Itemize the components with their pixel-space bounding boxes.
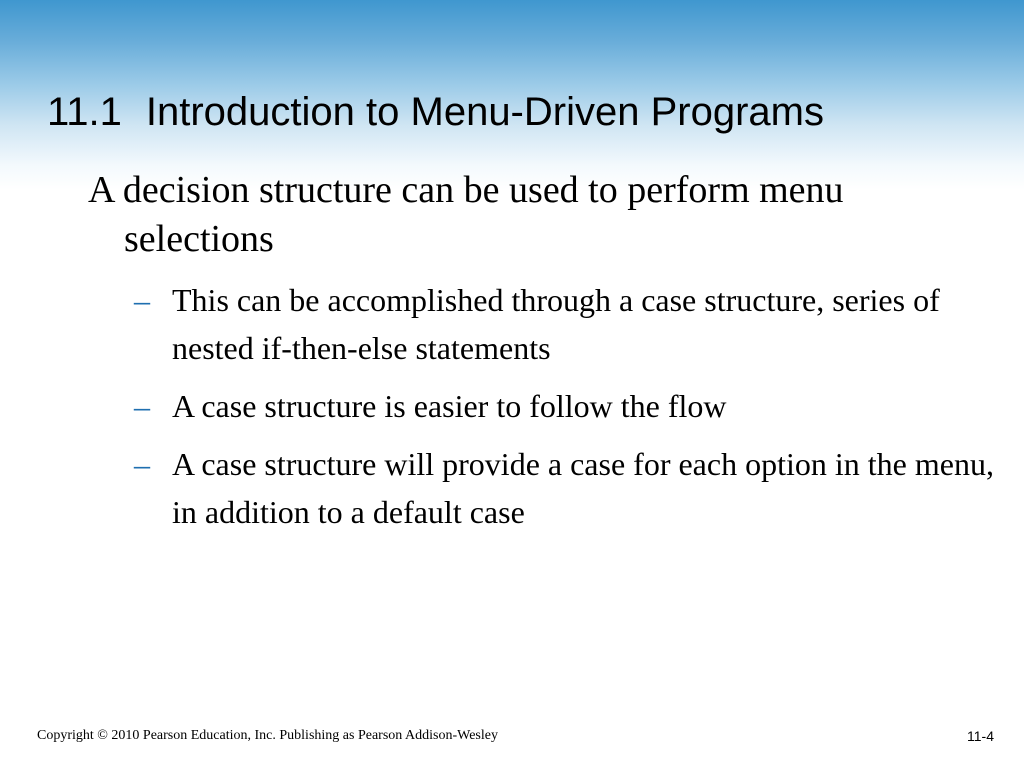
slide-title xyxy=(47,88,824,136)
dash-bullet: – xyxy=(134,388,150,424)
sub-bullet-list xyxy=(134,276,1003,536)
slide-body xyxy=(88,166,1003,546)
sub-bullet-text: A case structure is easier to follow the flow xyxy=(172,388,727,424)
section-number: 11.1 xyxy=(47,90,122,134)
main-bullet: A decision structure can be used to perform menu selections xyxy=(88,169,844,260)
copyright-footer: Copyright © 2010 Pearson Education, Inc. Publishing as Pearson Addison-Wesley xyxy=(37,728,498,743)
sub-bullet-item xyxy=(134,440,1003,536)
sub-bullet-text: A case structure will provide a case for each option in the menu, in addition to a default case xyxy=(172,446,994,530)
title-text: Introduction to Menu-Driven Programs xyxy=(145,90,824,134)
sub-bullet-item xyxy=(134,382,1003,430)
sub-bullet-item xyxy=(134,276,1003,372)
page-number: 11-4 xyxy=(967,728,994,744)
dash-bullet: – xyxy=(134,282,150,318)
sub-bullet-text: This can be accomplished through a case structure, series of nested if-then-else statements xyxy=(172,282,940,366)
dash-bullet: – xyxy=(134,446,150,482)
